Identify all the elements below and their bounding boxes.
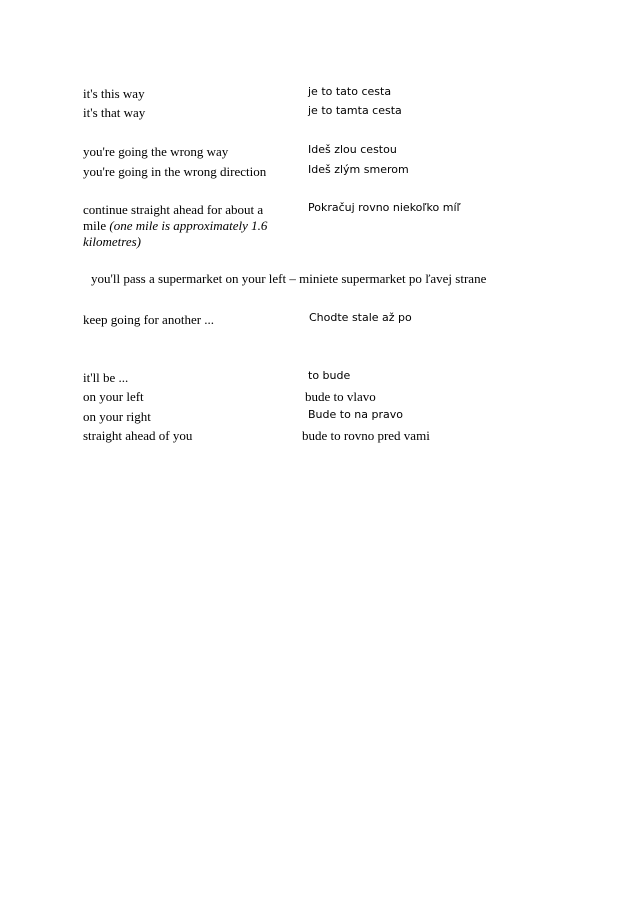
phrase-sk-continue: Pokračuj rovno niekoľko míľ [308, 201, 461, 214]
phrase-en-on-right: on your right [83, 409, 151, 424]
phrase-en-itll-be: it'll be ... [83, 370, 129, 385]
phrase-en-that-way: it's that way [83, 105, 146, 120]
phrase-sk-on-right: Bude to na pravo [308, 408, 403, 421]
phrase-en-on-left: on your left [83, 389, 144, 404]
phrase-sk-that-way: je to tamta cesta [308, 104, 402, 117]
phrase-sk-straight-ahead: bude to rovno pred vami [302, 428, 430, 443]
phrase-en-wrong-direction: you're going in the wrong direction [83, 164, 267, 179]
phrase-sk-this-way: je to tato cesta [308, 85, 392, 98]
phrase-supermarket: you'll pass a supermarket on your left – miniete supermarket po ľavej strane [91, 271, 487, 286]
phrase-sk-on-left: bude to vlavo [305, 389, 376, 404]
phrase-en-wrong-way: you're going the wrong way [83, 144, 229, 159]
phrase-en-continue-main: continue straight ahead for about a mile [83, 202, 264, 233]
phrase-en-straight-ahead: straight ahead of you [83, 428, 193, 443]
phrase-en-continue-note: (one mile is approximately 1.6 kilometres) [83, 218, 268, 249]
phrase-sk-keep-going: Chodte stale až po [309, 311, 412, 324]
phrase-en-keep-going: keep going for another ... [83, 312, 215, 327]
phrase-sk-wrong-direction: Ideš zlým smerom [308, 163, 409, 176]
phrase-en-continue [83, 202, 283, 250]
phrase-sk-itll-be: to bude [308, 369, 351, 382]
phrase-en-this-way: it's this way [83, 86, 145, 101]
phrase-sk-wrong-way: Ideš zlou cestou [308, 143, 397, 156]
